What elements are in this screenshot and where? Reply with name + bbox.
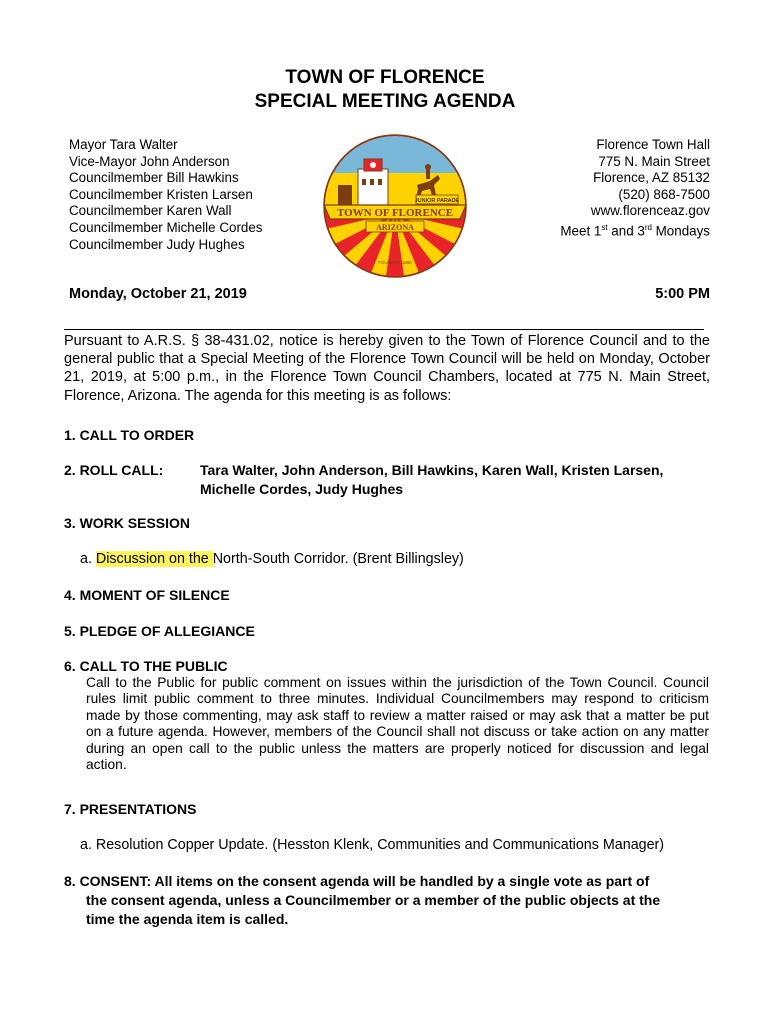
consent-text: time the agenda item is called. — [86, 911, 289, 927]
highlight: Discussion on the — [95, 551, 213, 567]
address-line: Florence Town Hall — [596, 137, 710, 152]
work-session-subitem: a. Discussion on the North-South Corridor. (Brent Billingsley) — [80, 551, 464, 567]
agenda-item-roll-call: 2. ROLL CALL: — [64, 462, 164, 478]
agenda-item-work-session: 3. WORK SESSION — [64, 515, 191, 531]
town-hall-address — [560, 137, 710, 240]
meeting-time: 5:00 PM — [655, 286, 710, 302]
svg-text:JUNIOR PARADE: JUNIOR PARADE — [414, 198, 460, 204]
council-member: Vice-Mayor John Anderson — [69, 153, 230, 169]
call-to-public-text: Call to the Public for public comment on issues within the jurisdiction of the Town Council. Council rules limit public comment to three minutes. Individual Councilmembers may respond to criticism made by those commenting, may ask staff to review a matter raised or may ask that a matter be put on a future agenda. However, members of the Council shall not discuss or take action on any matter during an open call to the public unless the matters are properly noticed for discussion and legal action. — [86, 675, 709, 773]
svg-text:FOUNDED 1866: FOUNDED 1866 — [378, 260, 412, 265]
meeting-date: Monday, October 21, 2019 — [69, 286, 247, 302]
address-line: Florence, AZ 85132 — [593, 170, 710, 186]
town-seal-logo — [322, 133, 468, 279]
phone-number: (520) 868-7500 — [618, 186, 710, 202]
consent-text: the consent agenda, unless a Councilmember or a member of the public objects at the — [86, 892, 661, 908]
agenda-item-presentations: 7. PRESENTATIONS — [64, 801, 197, 817]
council-list — [69, 137, 263, 253]
address-line: 775 N. Main Street — [598, 153, 710, 169]
council-member: Councilmember Bill Hawkins — [69, 170, 239, 186]
svg-text:ARIZONA: ARIZONA — [376, 223, 414, 232]
roll-call-names: Michelle Cordes, Judy Hughes — [200, 481, 404, 497]
meeting-schedule: Meet 1st and 3rd Mondays — [560, 222, 710, 239]
agenda-item-consent: 8. CONSENT: All items on the consent agenda will be handled by a single vote as part of — [64, 873, 650, 889]
presentation-subitem: a. Resolution Copper Update. (Hesston Klenk, Communities and Communications Manager) — [80, 837, 665, 853]
council-member: Councilmember Judy Hughes — [69, 236, 245, 252]
town-title: TOWN OF FLORENCE — [285, 67, 485, 88]
council-member: Councilmember Kristen Larsen — [69, 186, 253, 202]
agenda-item-moment-of-silence: 4. MOMENT OF SILENCE — [64, 587, 230, 603]
intro-paragraph: Pursuant to A.R.S. § 38-431.02, notice is hereby given to the Town of Florence Council and to the general public that a Special Meeting of the Florence Town Council will be held on Monday, October 21, 2019, at 5:00 p.m., in the Florence Town Council Chambers, located at 775 N. Main Street, Florence, Arizona. The agenda for this meeting is as follows: — [64, 333, 710, 404]
agenda-title: SPECIAL MEETING AGENDA — [254, 91, 516, 112]
council-member: Councilmember Michelle Cordes — [69, 219, 263, 235]
agenda-item-pledge: 5. PLEDGE OF ALLEGIANCE — [64, 623, 255, 639]
agenda-item-call-to-public: 6. CALL TO THE PUBLIC — [64, 658, 228, 674]
roll-call-names: Tara Walter, John Anderson, Bill Hawkins, Karen Wall, Kristen Larsen, — [200, 462, 664, 478]
svg-text:TOWN OF FLORENCE: TOWN OF FLORENCE — [336, 207, 454, 219]
divider — [64, 329, 704, 330]
agenda-item-call-to-order: 1. CALL TO ORDER — [64, 427, 195, 443]
council-member: Mayor Tara Walter — [69, 137, 178, 152]
council-member: Councilmember Karen Wall — [69, 203, 232, 219]
website-link[interactable]: www.florenceaz.gov — [590, 203, 710, 219]
